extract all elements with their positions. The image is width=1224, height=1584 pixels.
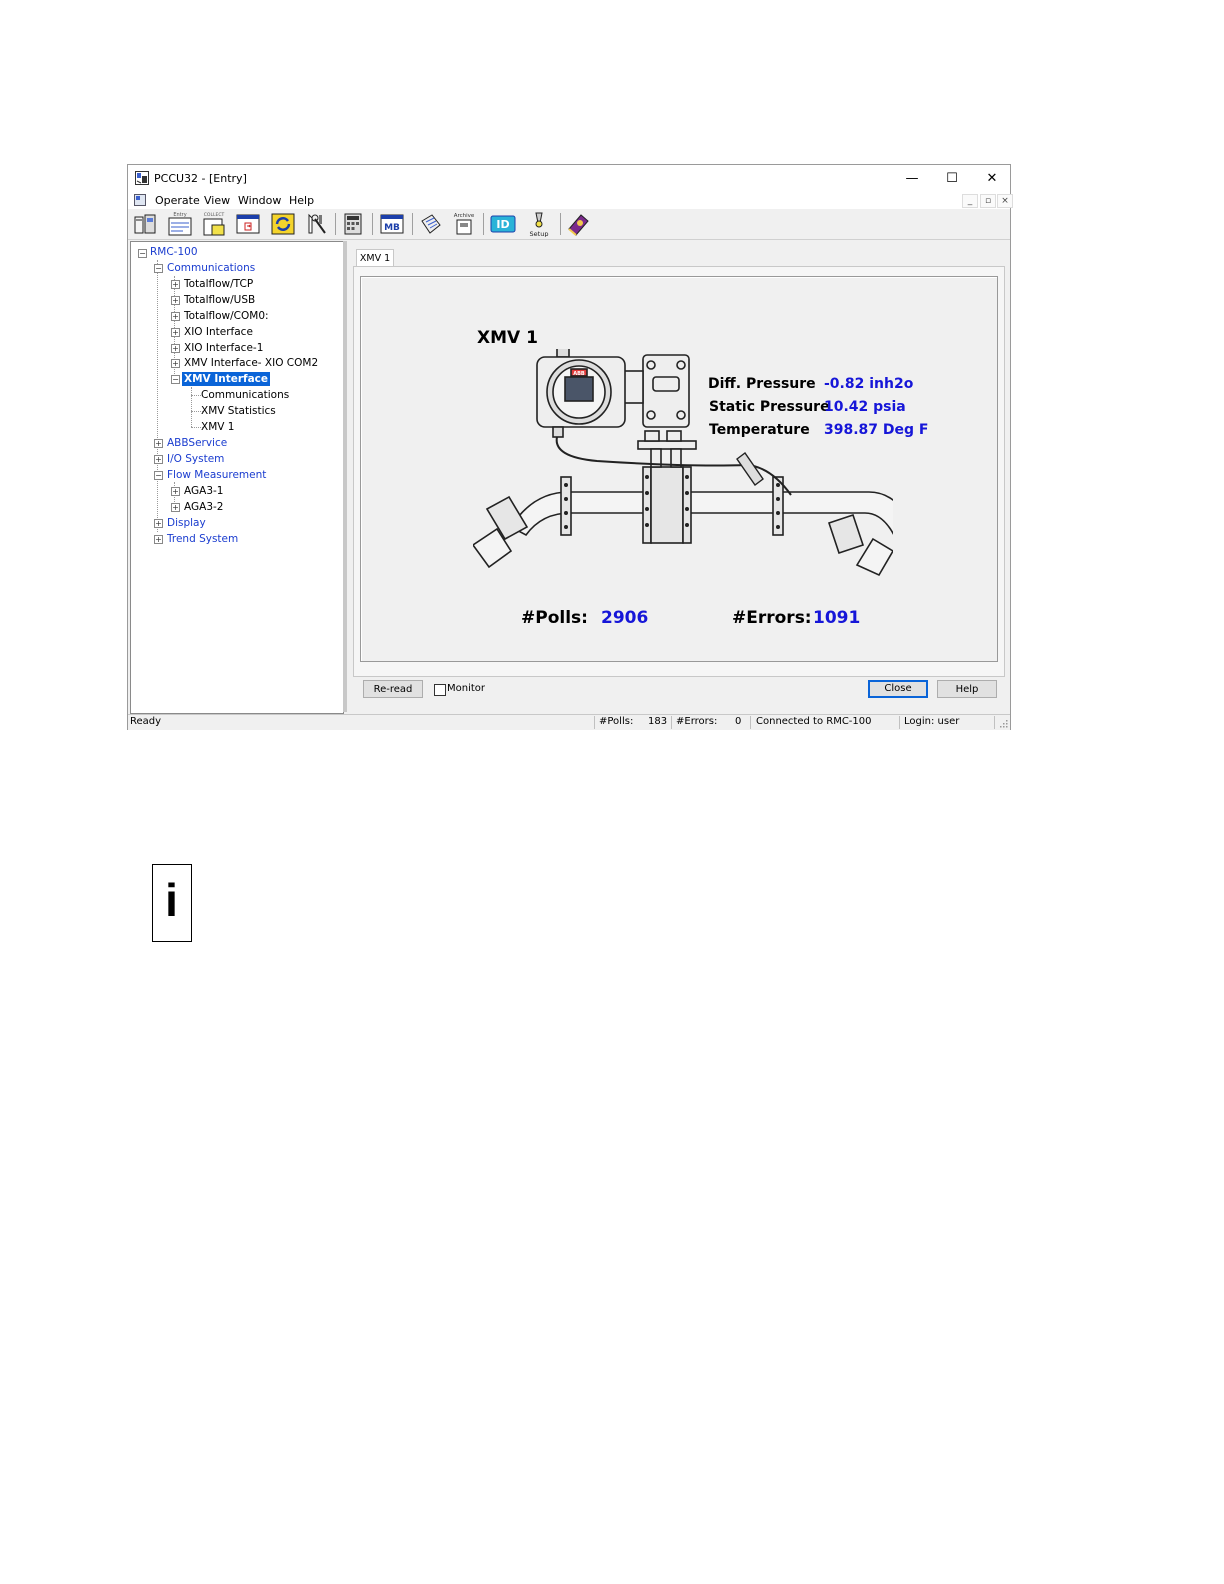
menu-bar	[128, 192, 1010, 209]
monitor-label[interactable]: Monitor	[447, 683, 486, 694]
svg-text:Entry: Entry	[173, 212, 187, 218]
tree-item-abbservice[interactable]: ABBService	[167, 437, 228, 449]
device-display-panel	[360, 276, 998, 662]
expand-toggle[interactable]: +	[155, 535, 162, 544]
toolbar-separator	[560, 213, 561, 235]
toolbar	[128, 209, 1010, 240]
tools-icon[interactable]	[304, 211, 330, 237]
diff-pressure-label: Diff. Pressure	[708, 376, 816, 392]
collapse-toggle[interactable]: −	[139, 249, 146, 258]
polls-value: 2906	[601, 608, 649, 628]
tree-item-xio-interface[interactable]: XIO Interface	[184, 326, 253, 338]
expand-toggle[interactable]: +	[155, 439, 162, 448]
svg-text:Setup: Setup	[529, 230, 549, 237]
title-bar	[128, 165, 1010, 192]
errors-label: #Errors:	[732, 608, 812, 628]
entry-icon[interactable]	[167, 211, 193, 237]
tree-item-totalflow-usb[interactable]: Totalflow/USB	[184, 294, 256, 306]
expand-toggle[interactable]: +	[172, 328, 179, 337]
tree-item-communications[interactable]: Communications	[167, 262, 256, 274]
status-polls-value: 183	[648, 716, 668, 727]
menu-window[interactable]: Window	[238, 194, 282, 207]
close-window-button[interactable]	[972, 168, 1012, 188]
tree-item-xmv-statistics[interactable]: XMV Statistics	[201, 405, 276, 417]
expand-toggle[interactable]: +	[172, 359, 179, 368]
status-login: Login: user	[904, 716, 960, 727]
tree-item-xmv-communications[interactable]: Communications	[201, 389, 290, 401]
svg-text:ID: ID	[496, 218, 510, 231]
svg-text:ABB: ABB	[573, 371, 585, 377]
tree-item-xmv-interface-xio-com2[interactable]: XMV Interface- XIO COM2	[184, 357, 319, 369]
static-pressure-value: 10.42 psia	[824, 399, 906, 415]
navigation-tree	[130, 241, 344, 714]
status-connection: Connected to RMC-100	[756, 716, 872, 727]
tree-item-trend-system[interactable]: Trend System	[167, 533, 239, 545]
tree-item-xmv-interface[interactable]: XMV Interface	[184, 373, 269, 385]
help-button[interactable]: Help	[937, 680, 997, 698]
toolbar-separator	[412, 213, 413, 235]
toolbar-separator	[335, 213, 336, 235]
svg-text:Archive: Archive	[453, 213, 475, 219]
device-title: XMV 1	[477, 328, 538, 348]
report-icon[interactable]	[235, 211, 261, 237]
status-errors-value: 0	[735, 716, 742, 727]
collect-icon[interactable]	[201, 211, 227, 237]
id-icon[interactable]	[490, 211, 516, 237]
tree-item-display[interactable]: Display	[167, 517, 206, 529]
status-polls-label: #Polls:	[599, 716, 634, 727]
menu-help[interactable]: Help	[289, 194, 315, 207]
close-button[interactable]: Close	[868, 680, 928, 698]
tree-item-aga3-2[interactable]: AGA3-2	[184, 501, 224, 513]
tree-item-flow-measurement[interactable]: Flow Measurement	[167, 469, 267, 481]
toolbar-separator	[483, 213, 484, 235]
tree-item-totalflow-tcp[interactable]: Totalflow/TCP	[184, 278, 254, 290]
expand-toggle[interactable]: +	[172, 280, 179, 289]
tree-item-totalflow-com0[interactable]: Totalflow/COM0:	[184, 310, 269, 322]
tree-item-rmc-100[interactable]: RMC-100	[150, 246, 198, 258]
status-bar	[128, 714, 1010, 730]
expand-toggle[interactable]: +	[172, 344, 179, 353]
svg-text:COLLECT: COLLECT	[203, 213, 225, 218]
status-errors-label: #Errors:	[676, 716, 718, 727]
tab-panel	[353, 266, 1005, 677]
minimize-icon: —	[905, 170, 919, 186]
expand-toggle[interactable]: +	[172, 487, 179, 496]
tree-item-io-system[interactable]: I/O System	[167, 453, 225, 465]
maximize-icon: ☐	[946, 170, 958, 186]
pccu32-window	[127, 164, 1011, 730]
menu-operate[interactable]: Operate	[155, 194, 200, 207]
re-read-button[interactable]: Re-read	[363, 680, 423, 698]
static-pressure-label: Static Pressure	[709, 399, 830, 415]
toolbar-separator	[372, 213, 373, 235]
tree-item-aga3-1[interactable]: AGA3-1	[184, 485, 224, 497]
window-title: PCCU32 - [Entry]	[154, 172, 247, 185]
expand-toggle[interactable]: +	[172, 296, 179, 305]
errors-value: 1091	[813, 608, 861, 628]
menu-view[interactable]: View	[204, 194, 231, 207]
local-connect-icon[interactable]	[132, 211, 158, 237]
monitor-checkbox[interactable]	[434, 684, 446, 696]
polls-label: #Polls:	[521, 608, 588, 628]
expand-toggle[interactable]: +	[172, 312, 179, 321]
expand-toggle[interactable]: +	[155, 455, 162, 464]
expand-toggle[interactable]: +	[172, 503, 179, 512]
pccu-app-icon	[135, 171, 149, 185]
info-icon: i	[165, 874, 178, 926]
temperature-value: 398.87 Deg F	[824, 422, 929, 438]
svg-text:MB: MB	[384, 223, 400, 233]
tab-xmv-1[interactable]: XMV 1	[356, 249, 394, 267]
setup-icon[interactable]	[526, 211, 552, 237]
mdi-minimize-button[interactable]: _	[962, 194, 978, 208]
collapse-toggle[interactable]: −	[155, 471, 162, 480]
diff-pressure-value: -0.82 inh2o	[824, 376, 914, 392]
notes-icon[interactable]	[418, 211, 444, 237]
mdi-close-button[interactable]: ×	[997, 194, 1013, 208]
content-pane	[347, 241, 1009, 712]
archive-icon[interactable]	[451, 211, 477, 237]
mdi-restore-button[interactable]: ▫	[980, 194, 996, 208]
collapse-toggle[interactable]: −	[155, 264, 162, 273]
resize-grip-icon[interactable]	[998, 718, 1008, 728]
collapse-toggle[interactable]: −	[172, 375, 179, 384]
calculator-icon[interactable]	[340, 211, 366, 237]
tree-item-xmv-1[interactable]: XMV 1	[201, 421, 235, 433]
info-note-icon	[152, 864, 192, 942]
help-book-icon[interactable]	[565, 211, 591, 237]
expand-toggle[interactable]: +	[155, 519, 162, 528]
tree-item-xio-interface-1[interactable]: XIO Interface-1	[184, 342, 264, 354]
close-icon: ✕	[986, 170, 998, 186]
temperature-label: Temperature	[709, 422, 810, 438]
minimize-button[interactable]	[892, 168, 932, 188]
modbus-icon[interactable]	[379, 211, 405, 237]
refresh-icon[interactable]	[270, 211, 296, 237]
status-ready: Ready	[130, 716, 162, 727]
document-icon[interactable]	[134, 194, 146, 206]
maximize-button[interactable]	[932, 168, 972, 188]
